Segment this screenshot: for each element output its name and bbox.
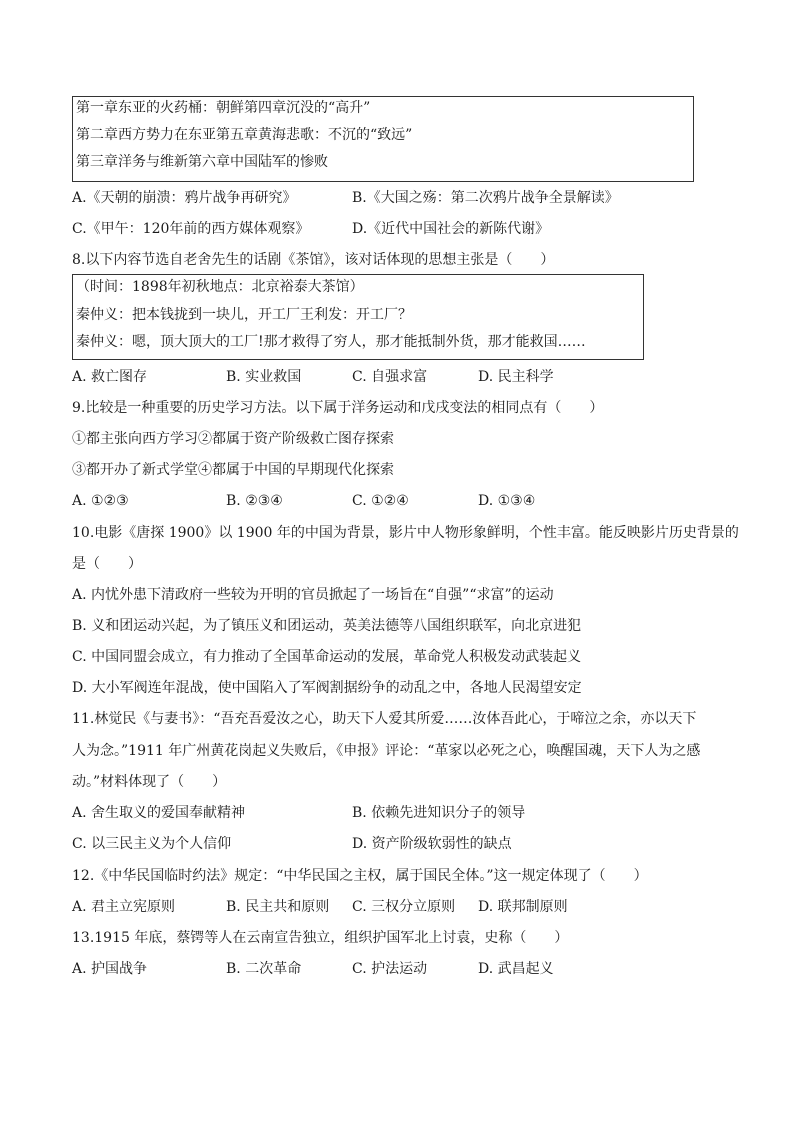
q9-statement: ③都开办了新式学堂④都属于中国的早期现代化探索 [72,462,394,478]
q7-box-line: 第一章东亚的火药桶：朝鲜第四章沉没的“高升” [76,100,371,116]
q8-box-line: （时间：1898年初秋地点：北京裕泰大茶馆） [76,279,364,295]
q10-option-d: D. 大小军阀连年混战，使中国陷入了军阀割据纷争的动乱之中，各地人民渴望安定 [72,680,582,696]
q9-option-d: D. ①③④ [478,493,536,509]
q11-stem: 人为念。”1911 年广州黄花岗起义失败后，《申报》评论：“革家以必死之心，唤醒国魂，天下人为之感 [72,743,701,759]
q13-option-a: A. 护国战争 [72,961,148,977]
q9-option-c: C. ①②④ [352,493,409,509]
q10-stem: 10.电影《唐探 1900》以 1900 年的中国为背景，影片中人物形象鲜明，个性丰富。能反映影片历史背景的 [72,525,739,541]
q9-statement: ①都主张向西方学习②都属于资产阶级救亡图存探索 [72,431,394,447]
q10-stem: 是（ ） [72,556,142,572]
q11-option-a: A. 舍生取义的爱国奉献精神 [72,805,246,821]
q8-option-d: D. 民主科学 [478,369,554,385]
q7-option-c: C.《甲午：120年前的西方媒体观察》 [72,221,310,237]
q7-box-line: 第三章洋务与维新第六章中国陆军的惨败 [76,154,328,170]
q11-option-c: C. 以三民主义为个人信仰 [72,836,232,852]
q7-option-b: B.《大国之殇：第二次鸦片战争全景解读》 [352,190,619,206]
q8-option-b: B. 实业救国 [226,369,302,385]
q11-option-d: D. 资产阶级软弱性的缺点 [352,836,512,852]
q10-option-c: C. 中国同盟会成立，有力推动了全国革命运动的发展，革命党人积极发动武装起义 [72,649,582,665]
q8-box-line: 秦仲义：把本钱拢到一块儿，开工厂王利发：开工厂？ [76,307,412,323]
q9-stem: 9.比较是一种重要的历史学习方法。以下属于洋务运动和戊戌变法的相同点有（ ） [72,400,604,416]
q13-option-d: D. 武昌起义 [478,961,554,977]
q9-option-a: A. ①②③ [72,493,129,509]
q13-stem: 13.1915 年底，蔡锷等人在云南宣告独立，组织护国军北上讨袁，史称（ ） [72,930,569,946]
q10-option-a: A. 内忧外患下清政府一些较为开明的官员掀起了一场旨在“自强”“求富”的运动 [72,587,554,603]
q12-option-d: D. 联邦制原则 [478,899,568,915]
q12-option-a: A. 君主立宪原则 [72,899,176,915]
q8-stem: 8.以下内容节选自老舍先生的话剧《茶馆》，该对话体现的思想主张是（ ） [72,252,555,268]
q10-option-b: B. 义和团运动兴起，为了镇压义和团运动，英美法德等八国组织联军，向北京进犯 [72,618,582,634]
q13-option-b: B. 二次革命 [226,961,302,977]
q11-stem: 动。”材料体现了（ ） [72,774,227,790]
q12-stem: 12.《中华民国临时约法》规定：“中华民国之主权，属于国民全体。”这一规定体现了（ ） [72,868,648,884]
q8-box-line: 秦仲义：嗯，顶大顶大的工厂!那才救得了穷人，那才能抵制外货，那才能救国…… [76,334,586,350]
q8-option-c: C. 自强求富 [352,369,428,385]
q7-option-d: D.《近代中国社会的新陈代谢》 [352,221,550,237]
q8-option-a: A. 救亡图存 [72,369,148,385]
q11-stem: 11.林觉民《与妻书》：“吾充吾爱汝之心，助天下人爱其所爱……汝体吾此心，于啼泣之余，亦以天下 [72,711,697,727]
q11-option-b: B. 依赖先进知识分子的领导 [352,805,526,821]
q13-option-c: C. 护法运动 [352,961,428,977]
q7-option-a: A.《天朝的崩溃：鸦片战争再研究》 [72,190,297,206]
q12-option-c: C. 三权分立原则 [352,899,456,915]
q7-box-line: 第二章西方势力在东亚第五章黄海悲歌：不沉的“致远” [76,127,413,143]
q9-option-b: B. ②③④ [226,493,283,509]
q12-option-b: B. 民主共和原则 [226,899,330,915]
